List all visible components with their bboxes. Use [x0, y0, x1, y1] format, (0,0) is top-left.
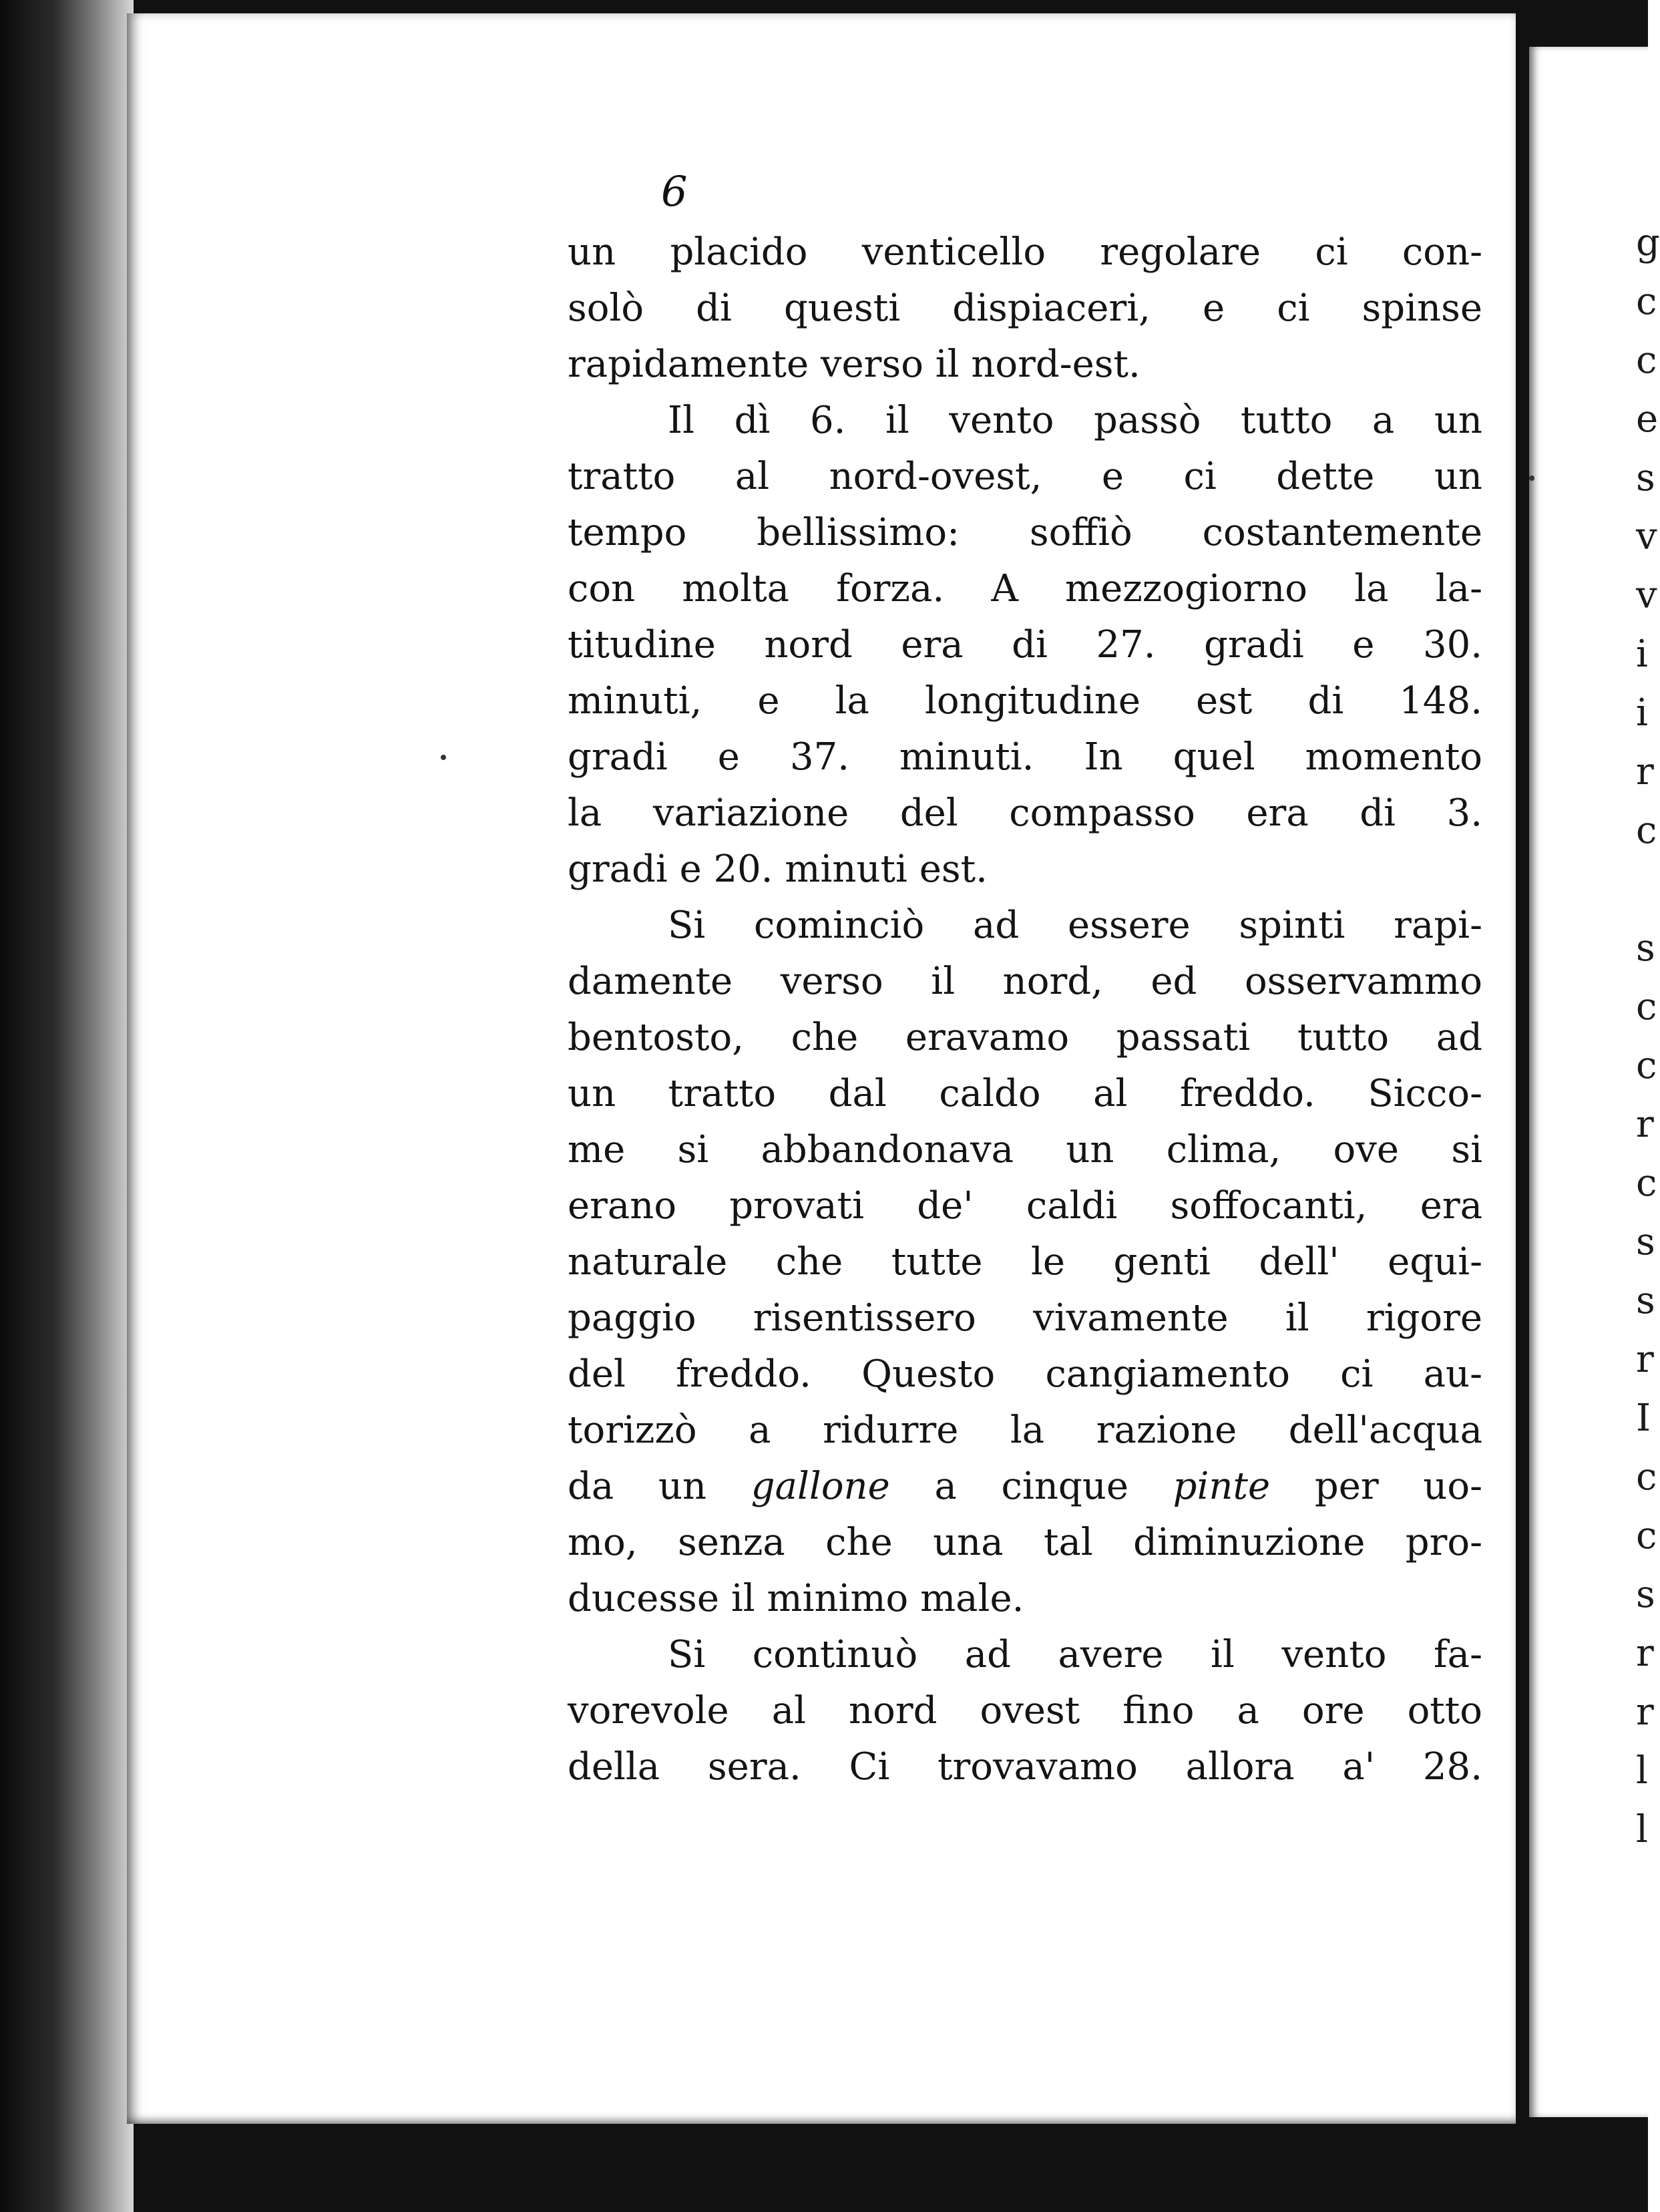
adjacent-page-letter: c	[1636, 809, 1657, 852]
adjacent-page-letter: c	[1636, 1455, 1657, 1499]
text-line: tratto al nord-ovest, e ci dette un	[568, 455, 1482, 498]
italic-word-pinte: pinte	[1173, 1465, 1271, 1508]
text-fragment: a cinque	[889, 1465, 1173, 1508]
paragraph-3	[568, 898, 1482, 1627]
paragraph-2	[568, 393, 1482, 898]
adjacent-page-letter: r	[1636, 1632, 1654, 1675]
text-line: con molta forza. A mezzogiorno la la-	[568, 567, 1482, 610]
italic-word-gallone: gallone	[751, 1465, 890, 1508]
ink-speck	[1529, 476, 1534, 481]
adjacent-page-letter: s	[1636, 456, 1655, 500]
text-line: gradi e 20. minuti est.	[568, 848, 988, 891]
text-line: della sera. Ci trovavamo allora a' 28.	[568, 1745, 1482, 1789]
book-binding-shadow	[0, 0, 134, 2212]
text-fragment: per uo-	[1270, 1465, 1483, 1508]
text-fragment: da un	[568, 1465, 751, 1508]
text-line: mo, senza che una tal diminuzione pro-	[568, 1521, 1482, 1564]
text-line: paggio risentissero vivamente il rigore	[568, 1296, 1482, 1340]
adjacent-page-letter: s	[1636, 1573, 1655, 1616]
text-line: erano provati de' caldi soffocanti, era	[568, 1184, 1482, 1228]
adjacent-page-letter: c	[1636, 280, 1657, 323]
adjacent-page-letter: c	[1636, 1161, 1657, 1205]
adjacent-page-letter: l	[1636, 1808, 1648, 1851]
text-line: del freddo. Questo cangiamento ci au-	[568, 1352, 1482, 1396]
text-line: la variazione del compasso era di 3.	[568, 791, 1482, 835]
adjacent-page-letter: g	[1636, 221, 1660, 264]
text-line: un placido venticello regolare ci con-	[568, 230, 1482, 274]
ink-speck	[441, 755, 446, 760]
text-line: Si continuò ad avere il vento fa-	[668, 1633, 1482, 1676]
adjacent-page-letter: v	[1636, 574, 1657, 617]
adjacent-page-letter: e	[1636, 397, 1659, 441]
text-line: naturale che tutte le genti dell' equi-	[568, 1240, 1482, 1284]
text-line: ducesse il minimo male.	[568, 1577, 1024, 1620]
text-line: gradi e 37. minuti. In quel momento	[568, 735, 1482, 779]
text-line: me si abbandonava un clima, ove si	[568, 1128, 1482, 1171]
adjacent-page-letter: r	[1636, 750, 1654, 793]
text-line: tempo bellissimo: soffiò costantemente	[568, 511, 1482, 554]
text-line: damente verso il nord, ed osservammo	[568, 960, 1482, 1003]
paragraph-1	[568, 224, 1482, 393]
adjacent-page-letters	[1529, 214, 1660, 1859]
text-line: Si cominciò ad essere spinti rapi-	[668, 904, 1482, 947]
page-number: 6	[661, 167, 688, 216]
page-body-text	[568, 224, 1482, 1795]
adjacent-page-letter: v	[1636, 515, 1657, 558]
text-line: bentosto, che eravamo passati tutto ad	[568, 1016, 1482, 1059]
adjacent-page-letter: c	[1636, 339, 1657, 382]
adjacent-page-letter: s	[1636, 1220, 1655, 1264]
paragraph-4	[568, 1627, 1482, 1795]
adjacent-page-letter: s	[1636, 926, 1655, 970]
adjacent-page-letter: i	[1636, 632, 1648, 676]
adjacent-page-letter: r	[1636, 1103, 1654, 1146]
text-line: un tratto dal caldo al freddo. Sicco-	[568, 1072, 1482, 1115]
text-line: titudine nord era di 27. gradi e 30.	[568, 623, 1482, 667]
adjacent-page-letter: l	[1636, 1749, 1648, 1793]
adjacent-page-letter: s	[1636, 1279, 1655, 1322]
adjacent-page-letter: c	[1636, 1044, 1657, 1087]
text-line: minuti, e la longitudine est di 148.	[568, 679, 1482, 723]
adjacent-page-letter: r	[1636, 1338, 1654, 1381]
adjacent-page-letter: c	[1636, 1514, 1657, 1557]
text-line: Il dì 6. il vento passò tutto a un	[668, 399, 1482, 442]
adjacent-page-letter: r	[1636, 1690, 1654, 1734]
adjacent-page-edge	[1529, 47, 1660, 2117]
text-line-with-italics	[568, 1459, 1482, 1515]
text-line: solò di questi dispiaceri, e ci spinse	[568, 287, 1482, 330]
text-line: vorevole al nord ovest fino a ore otto	[568, 1689, 1482, 1732]
text-line: rapidamente verso il nord-est.	[568, 343, 1140, 386]
adjacent-page-letter	[1529, 860, 1660, 919]
adjacent-page-letter: I	[1636, 1397, 1651, 1440]
text-line: torizzò a ridurre la razione dell'acqua	[568, 1409, 1482, 1452]
adjacent-page-letter: i	[1636, 691, 1648, 735]
adjacent-page-letter: c	[1636, 985, 1657, 1029]
